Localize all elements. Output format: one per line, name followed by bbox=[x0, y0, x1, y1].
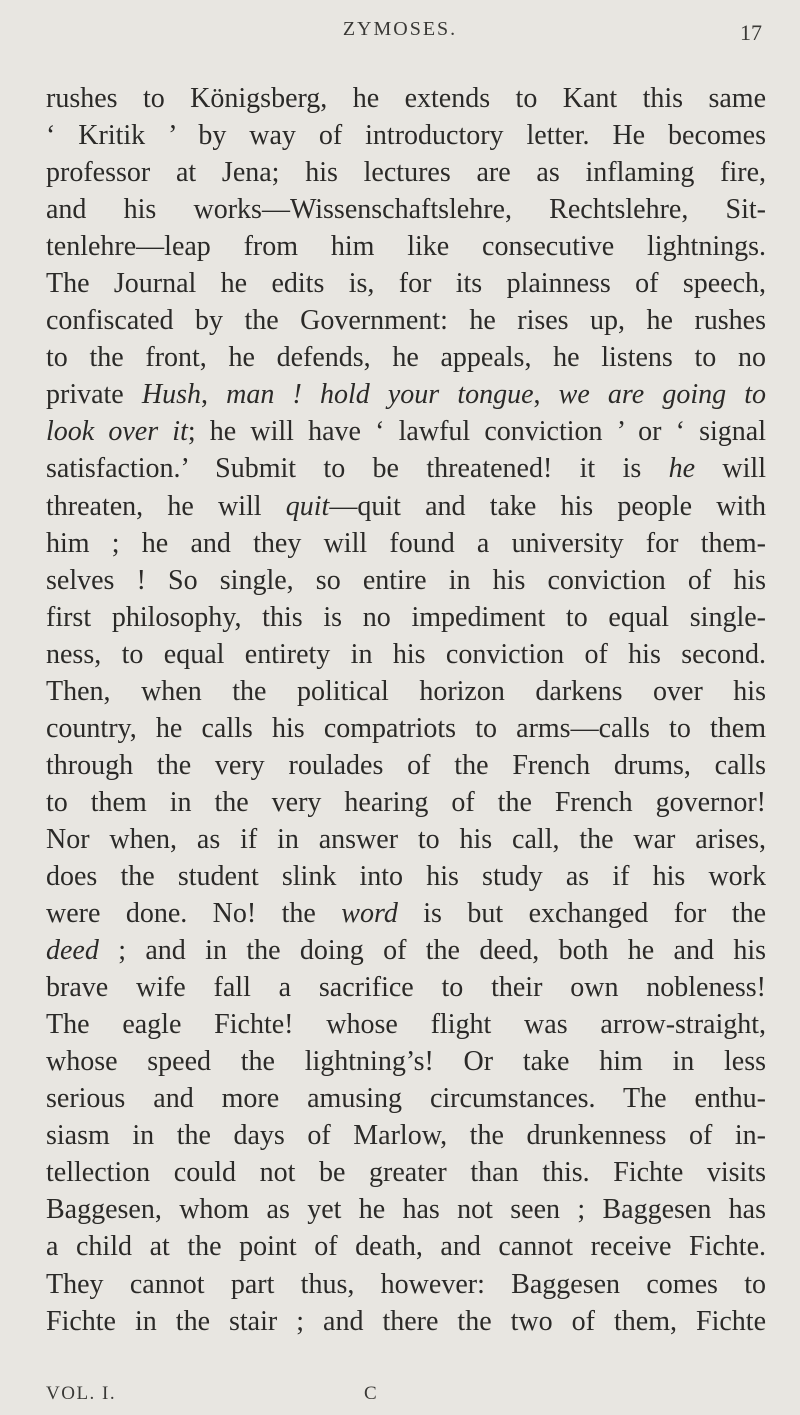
page-footer bbox=[46, 1383, 766, 1409]
text-line: deed ; and in the doing of the deed, both he and his bbox=[46, 935, 766, 967]
page-number: 17 bbox=[740, 20, 762, 45]
text-line: tenlehre—leap from him like consecutive lightnings. bbox=[46, 231, 766, 263]
text-line: confiscated by the Government: he rises up, he rushes bbox=[46, 305, 766, 337]
text-line: satisfaction.’ Submit to be threatened! it is he will bbox=[46, 453, 766, 485]
text-line: brave wife fall a sacrifice to their own nobleness! bbox=[46, 972, 766, 1004]
text-line: The eagle Fichte! whose flight was arrow-straight, bbox=[46, 1009, 766, 1041]
text-line: ‘ Kritik ’ by way of introductory letter. He becomes bbox=[46, 120, 766, 152]
text-line: through the very roulades of the French drums, calls bbox=[46, 749, 766, 781]
text-line: were done. No! the word is but exchanged for the bbox=[46, 898, 766, 930]
text-line: does the student slink into his study as if his work bbox=[46, 860, 766, 892]
text-line: first philosophy, this is no impediment to equal single- bbox=[46, 601, 766, 633]
text-line: Baggesen, whom as yet he has not seen ; Baggesen has bbox=[46, 1194, 766, 1226]
gathering-letter: C bbox=[364, 1383, 379, 1404]
text-line: ness, to equal entirety in his conviction of his second. bbox=[46, 638, 766, 670]
text-line: whose speed the lightning’s! Or take him in less bbox=[46, 1046, 766, 1078]
text-line: threaten, he will quit—quit and take his people with bbox=[46, 490, 766, 522]
text-line: to them in the very hearing of the French governor! bbox=[46, 786, 766, 818]
text-line: selves ! So single, so entire in his conviction of his bbox=[46, 564, 766, 596]
text-line: to the front, he defends, he appeals, he listens to no bbox=[46, 342, 766, 374]
volume-signature: VOL. I. bbox=[46, 1383, 117, 1404]
text-line: The Journal he edits is, for its plainness of speech, bbox=[46, 268, 766, 300]
text-line: look over it; he will have ‘ lawful conviction ’ or ‘ signal bbox=[46, 416, 766, 448]
text-line: professor at Jena; his lectures are as inflaming fire, bbox=[46, 157, 766, 189]
text-line: tellection could not be greater than this. Fichte visits bbox=[46, 1157, 766, 1189]
text-line: siasm in the days of Marlow, the drunkenness of in- bbox=[46, 1120, 766, 1152]
text-line: a child at the point of death, and cannot receive Fichte. bbox=[46, 1231, 766, 1263]
text-line: Then, when the political horizon darkens over his bbox=[46, 675, 766, 707]
text-line: him ; he and they will found a university for them- bbox=[46, 527, 766, 559]
text-line: rushes to Königsberg, he extends to Kant this same bbox=[46, 83, 766, 114]
text-line: and his works—Wissenschaftslehre, Rechtslehre, Sit- bbox=[46, 194, 766, 226]
running-head bbox=[0, 18, 800, 48]
text-line: Fichte in the stair ; and there the two of them, Fichte bbox=[46, 1305, 766, 1337]
text-line: serious and more amusing circumstances. The enthu- bbox=[46, 1083, 766, 1115]
running-title: ZYMOSES. bbox=[342, 18, 458, 40]
text-line: private Hush, man ! hold your tongue, we are going to bbox=[46, 379, 767, 411]
text-line: country, he calls his compatriots to arms—calls to them bbox=[46, 712, 766, 744]
body-text bbox=[46, 80, 766, 1340]
text-line: They cannot part thus, however: Baggesen comes to bbox=[46, 1268, 766, 1300]
text-line: Nor when, as if in answer to his call, the war arises, bbox=[46, 823, 766, 855]
